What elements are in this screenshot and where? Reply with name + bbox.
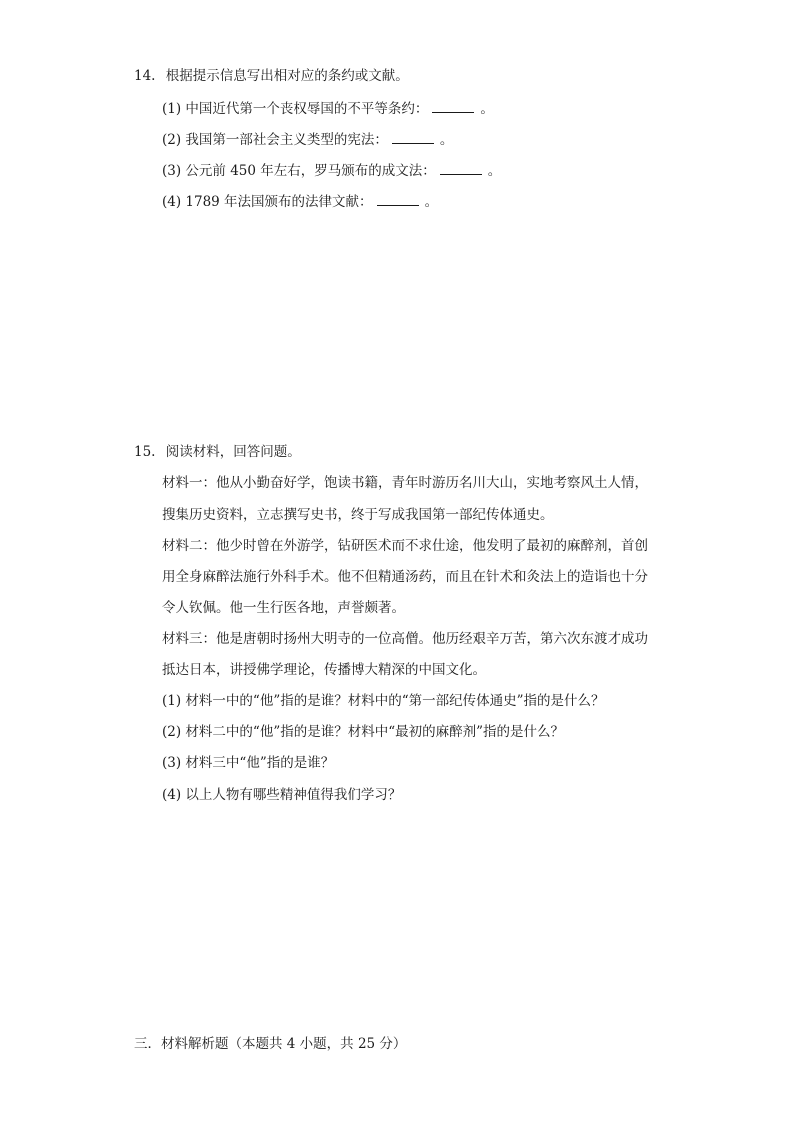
q14-item-3-blank[interactable] [440, 162, 482, 175]
q15-material-line: 材料三：他是唐朝时扬州大明寺的一位高僧。他历经艰辛万苦，第六次东渡才成功 [162, 631, 648, 647]
q14-number: 14. [134, 68, 156, 84]
q15-number: 15. [134, 444, 156, 460]
q14-item-1-label: (1) 中国近代第一个丧权辱国的不平等条约： [162, 101, 429, 117]
q15-material-line: 材料二：他少时曾在外游学，钻研医术而不求仕途，他发明了最初的麻醉剂，首创 [162, 538, 648, 554]
q15-header [134, 443, 301, 461]
q14-item-4-end: 。 [424, 194, 439, 210]
q14-item-2-label: (2) 我国第一部社会主义类型的宪法： [162, 132, 388, 148]
q14-header [134, 67, 409, 85]
q14-item-4-label: (4) 1789 年法国颁布的法律文献： [162, 194, 373, 210]
section-3-title: 三．材料解析题（本题共 4 小题，共 25 分） [134, 1036, 407, 1052]
q14-item-1-end: 。 [480, 101, 494, 117]
q15-prompt: 阅读材料，回答问题。 [165, 444, 301, 460]
q14-item-2 [162, 131, 453, 149]
q15-question-1: (1) 材料一中的“他”指的是谁？材料中的“第一部纪传体通史”指的是什么？ [162, 693, 605, 709]
q15-question-2: (2) 材料二中的“他”指的是谁？材料中“最初的麻醉剂”指的是什么？ [162, 724, 565, 740]
q14-item-3 [162, 162, 501, 180]
q15-material-line: 用全身麻醉法施行外科手术。他不但精通汤药，而且在针术和灸法上的造诣也十分 [162, 569, 648, 585]
q15-material-line: 令人钦佩。他一生行医各地，声誉颇著。 [162, 600, 405, 616]
q14-item-3-end: 。 [487, 163, 502, 179]
q15-question-3: (3) 材料三中“他”指的是谁？ [162, 755, 335, 771]
q14-item-3-label: (3) 公元前 450 年左右，罗马颁布的成文法： [162, 163, 436, 179]
q14-item-2-end: 。 [439, 132, 454, 148]
q14-prompt: 根据提示信息写出相对应的条约或文献。 [165, 68, 409, 84]
q14-item-4-blank[interactable] [377, 193, 419, 206]
q14-item-1-blank[interactable] [432, 100, 474, 113]
q14-item-1 [162, 100, 494, 118]
q15-material-line: 抵达日本，讲授佛学理论，传播博大精深的中国文化。 [162, 662, 486, 678]
q14-item-2-blank[interactable] [392, 131, 434, 144]
q15-question-4: (4) 以上人物有哪些精神值得我们学习？ [162, 787, 402, 803]
q15-material-line: 材料一：他从小勤奋好学，饱读书籍，青年时游历名川大山，实地考察风土人情， [162, 475, 648, 491]
q14-item-4 [162, 193, 438, 211]
q15-material-line: 搜集历史资料，立志撰写史书，终于写成我国第一部纪传体通史。 [162, 507, 554, 523]
